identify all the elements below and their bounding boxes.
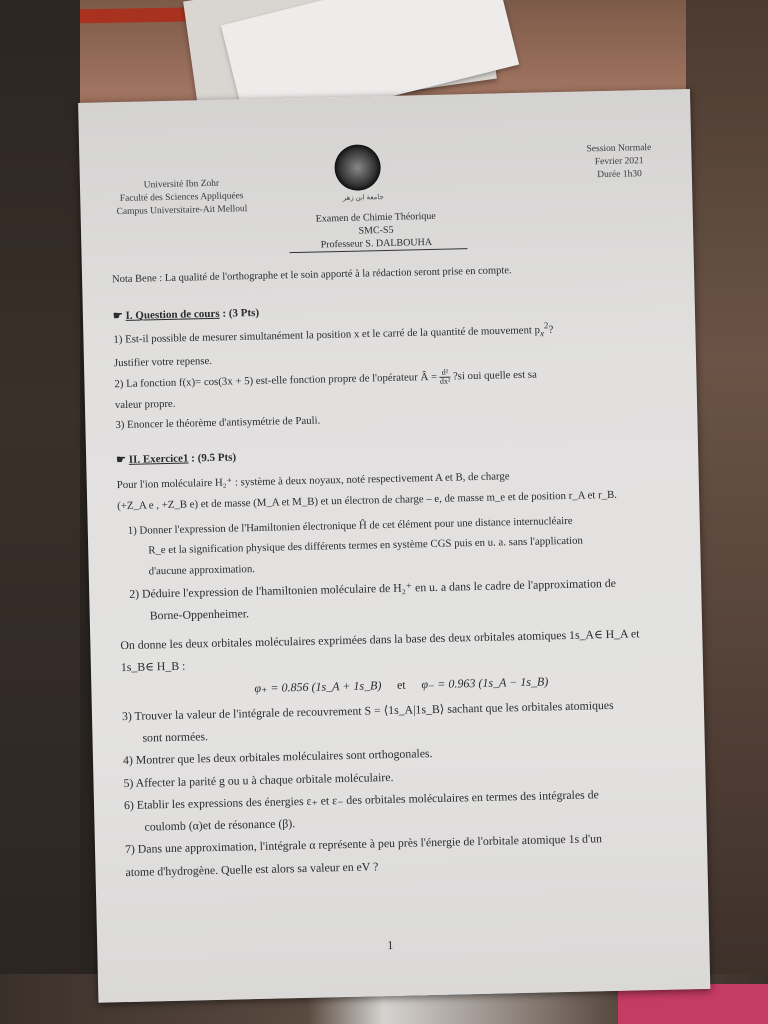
exam-header — [78, 89, 693, 251]
university-line: Campus Universitaire-Ait Melloul — [116, 203, 248, 217]
question-2-3-cont: sont normées. — [142, 729, 209, 745]
session-line: Durée 1h30 — [597, 168, 642, 180]
question-2-6-cont: coulomb (α)et de résonance (β). — [144, 816, 296, 834]
question-2-1-cont: d'aucune approximation. — [148, 563, 256, 578]
page-number: 1 — [387, 938, 394, 953]
question-1-3: 3) Enoncer le théorème d'antisymétrie de Pauli. — [115, 415, 321, 432]
question-2-1: 1) Donner l'expression de l'Hamiltonien électronique Ĥ de cet élément pour une distance internucléaire — [127, 514, 573, 537]
exercise-intro: Pour l'ion moléculaire H₂⁺ : système à deux noyaux, noté respectivement A et B, de charge — [116, 470, 510, 492]
molecular-orbitals-equation: φ₊ = 0.856 (1s_A + 1s_B) et φ₋ = 0.963 (1s_A − 1s_B) — [254, 674, 549, 696]
section-2-points: : (9.5 Pts) — [188, 451, 237, 465]
nota-bene: Nota Bene : La qualité de l'orthographe et le soin apporté à la rédaction seront prise en compte. — [111, 265, 512, 286]
question-1-1: 1) Est-il possible de mesurer simultanément la position x et le carré de la quantité de mouvement $p_x^2$? — [113, 320, 554, 347]
question-2-7: 7) Dans une approximation, l'intégrale α représente à peu près l'énergie de l'orbitale atomique 1s d'un — [124, 831, 603, 857]
question-2-4: 4) Montrer que les deux orbitales moléculaires sont orthogonales. — [122, 746, 433, 768]
question-1-2-cont: valeur propre. — [114, 397, 176, 411]
given-text: On donne les deux orbitales moléculaires exprimées dans la base des deux orbitales atomiques 1s_A∈ H_A et — [120, 625, 640, 652]
pointing-hand-icon: ☛ — [116, 454, 127, 467]
section-1-points: : (3 Pts) — [219, 307, 260, 321]
question-2-5: 5) Affecter la parité g ou u à chaque orbitale moléculaire. — [123, 769, 394, 790]
question-2-6: 6) Etablir les expressions des énergies ε₊ et ε₋ des orbitales moléculaires en termes des intégrales de — [123, 787, 599, 812]
question-2-3: 3) Trouver la valeur de l'intégrale de recouvrement S = ⟨1s_A|1s_B⟩ sachant que les orbitales atomiques — [121, 697, 614, 723]
exam-paper — [78, 89, 710, 1003]
university-logo — [334, 144, 381, 191]
session-block — [586, 142, 652, 182]
question-1-2: 2) La fonction f(x)= cos(3x + 5) est-elle fonction propre de l'opérateur Â = $\frac{\text{d²}}{\text{dx²}}$ ?si oui quelle est sa — [114, 367, 537, 390]
session-line: Session Normale — [586, 142, 652, 155]
exam-content — [112, 260, 686, 885]
session-line: Fevrier 2021 — [594, 155, 644, 168]
question-2-2-cont: Borne-Oppenheimer. — [149, 606, 250, 623]
background-left — [0, 0, 80, 1024]
exam-title-block — [291, 209, 462, 252]
exercise-intro: (+Z_A e , +Z_B e) et de masse (M_A et M_B) et un électron de charge – e, de masse m_e et de position r_A et r_B. — [117, 488, 618, 513]
question-1-1-cont: Justifier votre repense. — [113, 354, 213, 370]
pointing-hand-icon: ☛ — [112, 310, 123, 323]
university-line: Université Ibn Zohr — [143, 178, 220, 191]
section-title — [116, 440, 676, 470]
question-2-7-cont: atome d'hydrogène. Quelle est alors sa valeur en eV ? — [125, 858, 379, 879]
exam-module: SMC-S5 — [358, 224, 394, 237]
university-line: Faculté des Sciences Appliquées — [119, 191, 244, 204]
given-text: 1s_B∈ H_B : — [120, 658, 186, 674]
exam-professor: Professeur S. DALBOUHA — [320, 236, 433, 251]
university-block — [116, 177, 248, 218]
section-1-title: I. Question de cours — [125, 308, 220, 323]
section-2-title: II. Exercice1 — [128, 452, 189, 467]
question-2-1-cont: R_e et la signification physique des différents termes en système CGS puis en u. a. sans l'application — [148, 535, 584, 557]
university-logo-arabic-text: جامعة ابن زهر — [342, 193, 384, 202]
question-2-2: 2) Déduire l'expression de l'hamiltonien moléculaire de H₂⁺ en u. a dans le cadre de l'approximation de — [129, 575, 617, 601]
exam-title: Examen de Chimie Théorique — [315, 210, 436, 225]
